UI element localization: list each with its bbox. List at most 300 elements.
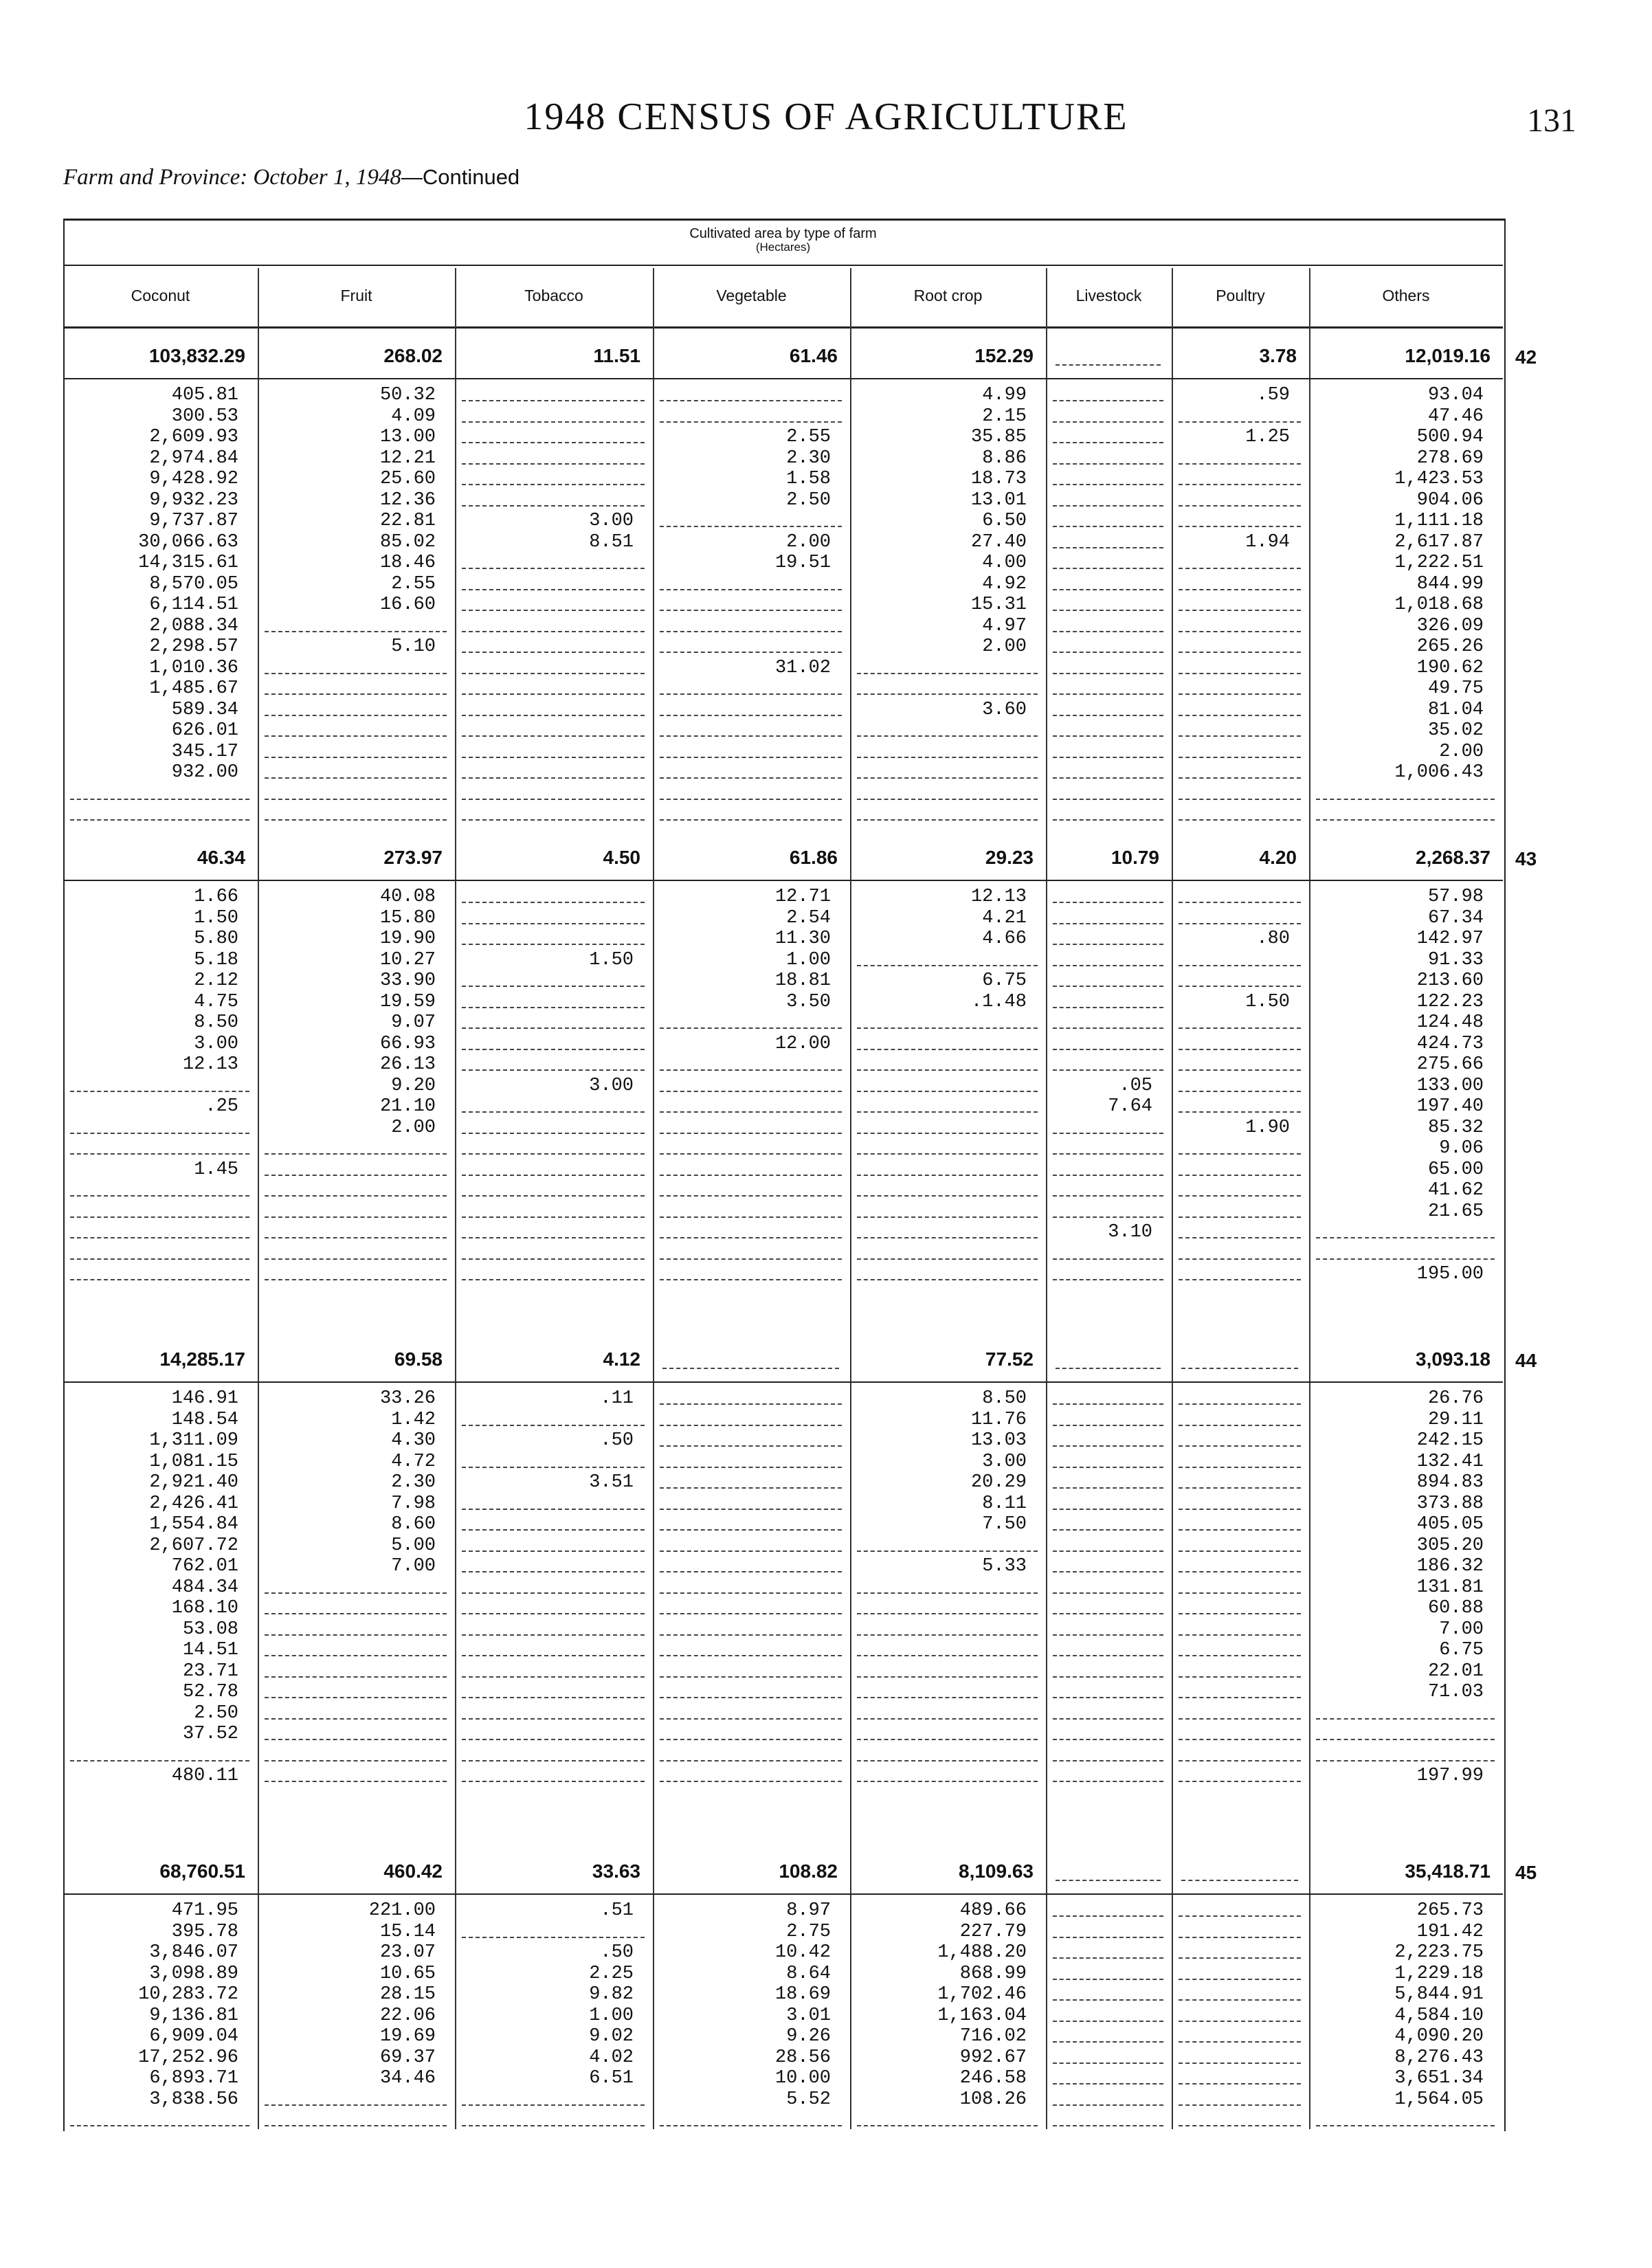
leader-line xyxy=(1053,631,1163,632)
data-cell: 3,838.56 xyxy=(149,2089,238,2110)
leader-line xyxy=(462,1111,645,1113)
leader-line xyxy=(462,1655,645,1656)
leader-line xyxy=(1179,902,1301,903)
col-vegetable-header: Vegetable xyxy=(716,287,787,304)
leader-line xyxy=(1179,923,1301,924)
leader-line xyxy=(265,1634,447,1636)
leader-line xyxy=(660,1739,842,1740)
data-cell: 373.88 xyxy=(1416,1493,1484,1514)
leader-line xyxy=(1179,1216,1301,1218)
leader-line xyxy=(462,1697,645,1698)
data-cell: 35.85 xyxy=(970,427,1027,447)
leader-line xyxy=(1053,568,1163,569)
col-others-header: Others xyxy=(1382,287,1430,304)
data-cell: 18.46 xyxy=(379,553,436,573)
data-cell: 1.58 xyxy=(786,469,831,489)
leader-line xyxy=(462,1676,645,1678)
leader-line xyxy=(1179,1091,1301,1092)
data-cell: .50 xyxy=(600,1430,634,1451)
data-cell: 5.52 xyxy=(786,2089,831,2110)
leader-line xyxy=(857,1550,1038,1552)
leader-line xyxy=(462,1781,645,1782)
leader-line xyxy=(462,1049,645,1050)
data-cell: 85.02 xyxy=(379,531,436,553)
leader-line xyxy=(1179,589,1301,590)
leader-line xyxy=(1053,1216,1163,1218)
spanner-title: Cultivated area by type of farm xyxy=(689,226,877,241)
data-cell: 93.04 xyxy=(1427,385,1484,405)
leader-line xyxy=(1053,442,1163,443)
data-cell: 10.42 xyxy=(774,1942,831,1963)
data-cell: 3.00 xyxy=(982,1451,1027,1472)
data-cell: 9.02 xyxy=(589,2026,634,2047)
leader-line xyxy=(1179,673,1301,674)
data-cell: 4.21 xyxy=(982,907,1027,929)
data-cell: 9.20 xyxy=(391,1075,436,1096)
data-cell: .11 xyxy=(600,1388,634,1409)
data-cell: 9.07 xyxy=(391,1012,436,1033)
col-poultry-header: Poultry xyxy=(1216,287,1265,304)
leader-line xyxy=(857,735,1038,737)
data-cell: 1.66 xyxy=(194,887,238,907)
data-cell: 7.00 xyxy=(391,1556,436,1577)
leader-line xyxy=(660,693,842,695)
data-cell: 2.00 xyxy=(786,531,831,553)
leader-line xyxy=(1053,902,1163,903)
data-cell: 405.05 xyxy=(1416,1514,1484,1535)
leader-line xyxy=(660,1091,842,1092)
table-spanner-heading xyxy=(63,227,1503,254)
leader-line xyxy=(1053,1999,1163,2001)
row-number: 45 xyxy=(1515,1862,1537,1883)
data-cell: 589.34 xyxy=(171,699,238,720)
data-cell: 4.02 xyxy=(589,2047,634,2068)
leader-line xyxy=(1179,1279,1301,1280)
leader-line xyxy=(265,1739,447,1740)
data-cell: 1.00 xyxy=(589,2005,634,2026)
leader-line xyxy=(265,2104,447,2106)
data-cell: 2,088.34 xyxy=(149,615,238,636)
leader-line xyxy=(1179,505,1301,507)
leader-line xyxy=(70,799,249,800)
leader-line xyxy=(462,421,645,423)
data-cell: 3.60 xyxy=(982,699,1027,720)
leader-line xyxy=(1179,1529,1301,1531)
leader-line xyxy=(857,1634,1038,1636)
data-cell: 7.00 xyxy=(1439,1619,1484,1640)
data-cell: 932.00 xyxy=(171,762,238,783)
leader-line xyxy=(660,1216,842,1218)
data-cell: 2.50 xyxy=(786,489,831,511)
data-cell: 31.02 xyxy=(774,657,831,678)
data-cell: 19.59 xyxy=(379,991,436,1012)
leader-line xyxy=(1179,1425,1301,1426)
data-cell: 19.51 xyxy=(774,553,831,573)
leader-line xyxy=(857,1153,1038,1155)
leader-line xyxy=(1053,2083,1163,2084)
leader-line xyxy=(660,1676,842,1678)
data-cell: .50 xyxy=(600,1942,634,1963)
leader-line xyxy=(1179,1634,1301,1636)
total-cell: 69.58 xyxy=(394,1348,443,1370)
leader-line xyxy=(265,777,447,779)
leader-line xyxy=(1053,965,1163,966)
data-cell: 124.48 xyxy=(1416,1012,1484,1033)
leader-line xyxy=(265,1279,447,1280)
data-cell: 3.01 xyxy=(786,2005,831,2026)
leader-line xyxy=(1179,986,1301,987)
leader-line xyxy=(660,1153,842,1155)
data-cell: 60.88 xyxy=(1427,1598,1484,1619)
leader-line xyxy=(462,568,645,569)
leader-line xyxy=(660,1760,842,1761)
data-cell: 52.78 xyxy=(182,1682,238,1702)
row-number: 44 xyxy=(1515,1350,1537,1371)
leader-line xyxy=(265,757,447,758)
leader-line xyxy=(462,1175,645,1176)
leader-line xyxy=(462,1937,645,1938)
leader-line xyxy=(70,1760,249,1761)
leader-line xyxy=(462,652,645,653)
data-cell: 500.94 xyxy=(1416,427,1484,447)
leader-line xyxy=(1053,1655,1163,1656)
data-cell: 1,485.67 xyxy=(149,678,238,699)
data-cell: 2,921.40 xyxy=(149,1472,238,1493)
total-cell: 3,093.18 xyxy=(1416,1348,1491,1370)
leader-line xyxy=(1053,1613,1163,1614)
data-cell: 1,006.43 xyxy=(1394,762,1484,783)
leader-line xyxy=(462,902,645,903)
leader-line xyxy=(1179,1999,1301,2001)
leader-line xyxy=(660,610,842,611)
data-cell: 14.51 xyxy=(182,1640,238,1660)
data-cell: 66.93 xyxy=(379,1033,436,1054)
data-cell: 12.13 xyxy=(970,887,1027,907)
leader-line xyxy=(1053,693,1163,695)
data-cell: 1,010.36 xyxy=(149,657,238,678)
leader-line xyxy=(265,673,447,674)
data-cell: 9.26 xyxy=(786,2026,831,2047)
leader-line xyxy=(1179,1445,1301,1447)
leader-line xyxy=(1053,757,1163,758)
data-cell: 2,607.72 xyxy=(149,1535,238,1556)
data-cell: 26.76 xyxy=(1427,1388,1484,1409)
leader-line xyxy=(660,1425,842,1426)
col-fruit-header: Fruit xyxy=(340,287,372,304)
data-cell: 18.73 xyxy=(970,469,1027,489)
leader-line xyxy=(265,819,447,821)
leader-line xyxy=(857,799,1038,800)
data-cell: 133.00 xyxy=(1416,1075,1484,1096)
leader-line xyxy=(265,1195,447,1197)
leader-line xyxy=(462,1467,645,1468)
data-cell: 8.97 xyxy=(786,1900,831,1921)
data-cell: 21.10 xyxy=(379,1096,436,1117)
data-cell: 65.00 xyxy=(1427,1159,1484,1180)
leader-line xyxy=(1179,1195,1301,1197)
leader-line xyxy=(1053,1133,1163,1134)
data-cell: 15.31 xyxy=(970,594,1027,615)
col-livestock-header: Livestock xyxy=(1075,287,1142,304)
data-cell: 49.75 xyxy=(1427,678,1484,699)
data-cell: 10.00 xyxy=(774,2068,831,2089)
data-cell: 9,136.81 xyxy=(149,2005,238,2026)
data-cell: 9,932.23 xyxy=(149,489,238,511)
data-cell: 1,163.04 xyxy=(937,2005,1027,2026)
row-number: 43 xyxy=(1515,848,1537,869)
leader-line xyxy=(857,673,1038,674)
leader-line xyxy=(462,1739,645,1740)
data-cell: 6.75 xyxy=(982,970,1027,991)
leader-line xyxy=(1181,1368,1298,1369)
data-cell: 1.50 xyxy=(194,907,238,929)
total-rule xyxy=(63,1893,1503,1895)
leader-line xyxy=(462,1279,645,1280)
data-cell: 6.51 xyxy=(589,2068,634,2089)
leader-line xyxy=(462,1216,645,1218)
total-cell: 77.52 xyxy=(985,1348,1034,1370)
data-cell: 305.20 xyxy=(1416,1535,1484,1556)
leader-line xyxy=(1179,1915,1301,1917)
leader-line xyxy=(660,1445,842,1447)
leader-line xyxy=(1053,799,1163,800)
total-rule xyxy=(63,1381,1503,1383)
subtitle-text: Farm and Province: October 1, 1948 xyxy=(63,165,401,190)
leader-line xyxy=(660,1279,842,1280)
leader-line xyxy=(1053,1175,1163,1176)
leader-line xyxy=(70,1258,249,1260)
leader-line xyxy=(265,1592,447,1594)
leader-line xyxy=(1179,1655,1301,1656)
data-cell: 12.21 xyxy=(379,447,436,469)
leader-line xyxy=(462,2104,645,2106)
col-tobacco-header: Tobacco xyxy=(524,287,583,304)
data-cell: 57.98 xyxy=(1427,887,1484,907)
data-cell: .05 xyxy=(1119,1075,1152,1096)
data-cell: 326.09 xyxy=(1416,615,1484,636)
data-cell: 2.25 xyxy=(589,1963,634,1984)
leader-line xyxy=(1053,652,1163,653)
leader-line xyxy=(1179,735,1301,737)
leader-line xyxy=(660,1529,842,1531)
leader-line xyxy=(1179,1613,1301,1614)
data-cell: 22.81 xyxy=(379,511,436,531)
leader-line xyxy=(857,1049,1038,1050)
leader-line xyxy=(1179,715,1301,716)
leader-line xyxy=(265,715,447,716)
data-cell: 27.40 xyxy=(970,531,1027,553)
leader-line xyxy=(857,1781,1038,1782)
data-cell: 1,111.18 xyxy=(1394,511,1484,531)
data-cell: 6.50 xyxy=(982,511,1027,531)
total-cell: 61.46 xyxy=(789,345,838,366)
data-cell: 8.50 xyxy=(982,1388,1027,1409)
data-cell: 626.01 xyxy=(171,720,238,741)
data-cell: 480.11 xyxy=(171,1766,238,1786)
data-cell: 1,311.09 xyxy=(149,1430,238,1451)
total-cell: 460.42 xyxy=(383,1860,443,1882)
data-cell: 2,609.93 xyxy=(149,427,238,447)
data-cell: 2.30 xyxy=(786,447,831,469)
leader-line xyxy=(1179,1467,1301,1468)
total-row xyxy=(63,1340,1503,1383)
data-cell: 2.55 xyxy=(391,573,436,594)
leader-line xyxy=(265,631,447,632)
leader-line xyxy=(1053,505,1163,507)
leader-line xyxy=(660,735,842,737)
leader-line xyxy=(70,2125,249,2126)
data-cell: 3.00 xyxy=(194,1033,238,1054)
leader-line xyxy=(1053,673,1163,674)
leader-line xyxy=(1053,2125,1163,2126)
leader-line xyxy=(660,1175,842,1176)
data-cell: 190.62 xyxy=(1416,657,1484,678)
data-cell: 11.30 xyxy=(774,929,831,949)
leader-line xyxy=(462,610,645,611)
leader-line xyxy=(660,715,842,716)
data-cell: 265.73 xyxy=(1416,1900,1484,1921)
leader-line xyxy=(1053,1592,1163,1594)
data-cell: 131.81 xyxy=(1416,1577,1484,1598)
leader-line xyxy=(660,1718,842,1720)
data-cell: .1.48 xyxy=(970,991,1027,1012)
data-cell: 1,554.84 xyxy=(149,1514,238,1535)
leader-line xyxy=(857,965,1038,966)
data-cell: 2.00 xyxy=(982,636,1027,657)
data-cell: 2.30 xyxy=(391,1472,436,1493)
data-cell: 41.62 xyxy=(1427,1180,1484,1201)
leader-line xyxy=(462,400,645,401)
data-cell: 4.75 xyxy=(194,991,238,1012)
data-cell: 3,651.34 xyxy=(1394,2068,1484,2089)
leader-line xyxy=(857,1175,1038,1176)
data-cell: 16.60 xyxy=(379,594,436,615)
total-cell: 152.29 xyxy=(974,345,1034,366)
data-cell: 405.81 xyxy=(171,385,238,405)
data-cell: 9.82 xyxy=(589,1984,634,2005)
data-cell: 5.33 xyxy=(982,1556,1027,1577)
data-cell: 195.00 xyxy=(1416,1264,1484,1285)
data-cell: 71.03 xyxy=(1427,1682,1484,1702)
leader-line xyxy=(1053,400,1163,401)
data-cell: 12.71 xyxy=(774,887,831,907)
total-row xyxy=(63,1852,1503,1895)
data-cell: 8.50 xyxy=(194,1012,238,1033)
leader-line xyxy=(1179,2104,1301,2106)
leader-line xyxy=(1179,1027,1301,1029)
leader-line xyxy=(1179,819,1301,821)
leader-line xyxy=(1053,1509,1163,1510)
leader-line xyxy=(265,1760,447,1761)
leader-line xyxy=(265,1655,447,1656)
leader-line xyxy=(1056,364,1161,366)
data-cell: 8,276.43 xyxy=(1394,2047,1484,2068)
data-cell: 275.66 xyxy=(1416,1054,1484,1075)
leader-line xyxy=(660,799,842,800)
data-cell: 3,098.89 xyxy=(149,1963,238,1984)
data-cell: 146.91 xyxy=(171,1388,238,1409)
leader-line xyxy=(70,1237,249,1238)
leader-line xyxy=(1179,2041,1301,2043)
leader-line xyxy=(1316,1739,1495,1740)
leader-line xyxy=(1179,1571,1301,1572)
leader-line xyxy=(70,1091,249,1092)
data-cell: 904.06 xyxy=(1416,489,1484,511)
leader-line xyxy=(1053,484,1163,485)
data-cell: 15.80 xyxy=(379,907,436,929)
leader-line xyxy=(1179,1957,1301,1959)
data-cell: 8,570.05 xyxy=(149,573,238,594)
leader-line xyxy=(1179,1069,1301,1071)
data-cell: 5.00 xyxy=(391,1535,436,1556)
leader-line xyxy=(1179,1153,1301,1155)
total-cell: 4.20 xyxy=(1259,847,1297,868)
data-cell: 91.33 xyxy=(1427,949,1484,970)
data-cell: 23.71 xyxy=(182,1660,238,1682)
data-cell: 10.65 xyxy=(379,1963,436,1984)
leader-line xyxy=(265,693,447,695)
total-cell: 12,019.16 xyxy=(1405,345,1491,366)
leader-line xyxy=(462,2125,645,2126)
leader-line xyxy=(857,777,1038,779)
data-cell: 1.50 xyxy=(1245,991,1290,1012)
leader-line xyxy=(462,1529,645,1531)
data-cell: 1.42 xyxy=(391,1409,436,1430)
data-cell: 5.10 xyxy=(391,636,436,657)
data-cell: 19.69 xyxy=(379,2026,436,2047)
leader-line xyxy=(265,735,447,737)
data-cell: 18.81 xyxy=(774,970,831,991)
leader-line xyxy=(462,1550,645,1552)
leader-line xyxy=(857,1195,1038,1197)
data-cell: 844.99 xyxy=(1416,573,1484,594)
leader-line xyxy=(1179,1697,1301,1698)
leader-line xyxy=(1053,1937,1163,1938)
data-cell: 894.83 xyxy=(1416,1472,1484,1493)
leader-line xyxy=(660,1403,842,1405)
total-cell: 8,109.63 xyxy=(959,1860,1034,1882)
leader-line xyxy=(857,1697,1038,1698)
data-cell: 3.50 xyxy=(786,991,831,1012)
leader-line xyxy=(660,1467,842,1468)
leader-line xyxy=(660,1781,842,1782)
data-cell: 278.69 xyxy=(1416,447,1484,469)
leader-line xyxy=(1316,1760,1495,1761)
total-cell: 35,418.71 xyxy=(1405,1860,1491,1882)
leader-line xyxy=(1053,2041,1163,2043)
leader-line xyxy=(462,1718,645,1720)
leader-line xyxy=(660,1069,842,1071)
data-cell: 142.97 xyxy=(1416,929,1484,949)
data-cell: 5.18 xyxy=(194,949,238,970)
leader-line xyxy=(265,1718,447,1720)
data-cell: 395.78 xyxy=(171,1921,238,1942)
leader-line xyxy=(1053,1279,1163,1280)
leader-line xyxy=(857,1655,1038,1656)
data-cell: 489.66 xyxy=(959,1900,1027,1921)
leader-line xyxy=(70,1279,249,1280)
total-cell: 273.97 xyxy=(383,847,443,868)
total-cell: 14,285.17 xyxy=(159,1348,245,1370)
data-cell: .51 xyxy=(600,1900,634,1921)
leader-line xyxy=(462,819,645,821)
leader-line xyxy=(857,819,1038,821)
leader-line xyxy=(1179,1781,1301,1782)
data-cell: 2,223.75 xyxy=(1394,1942,1484,1963)
data-cell: 1.94 xyxy=(1245,531,1290,553)
leader-line xyxy=(70,819,249,821)
data-cell: 1.90 xyxy=(1245,1117,1290,1138)
